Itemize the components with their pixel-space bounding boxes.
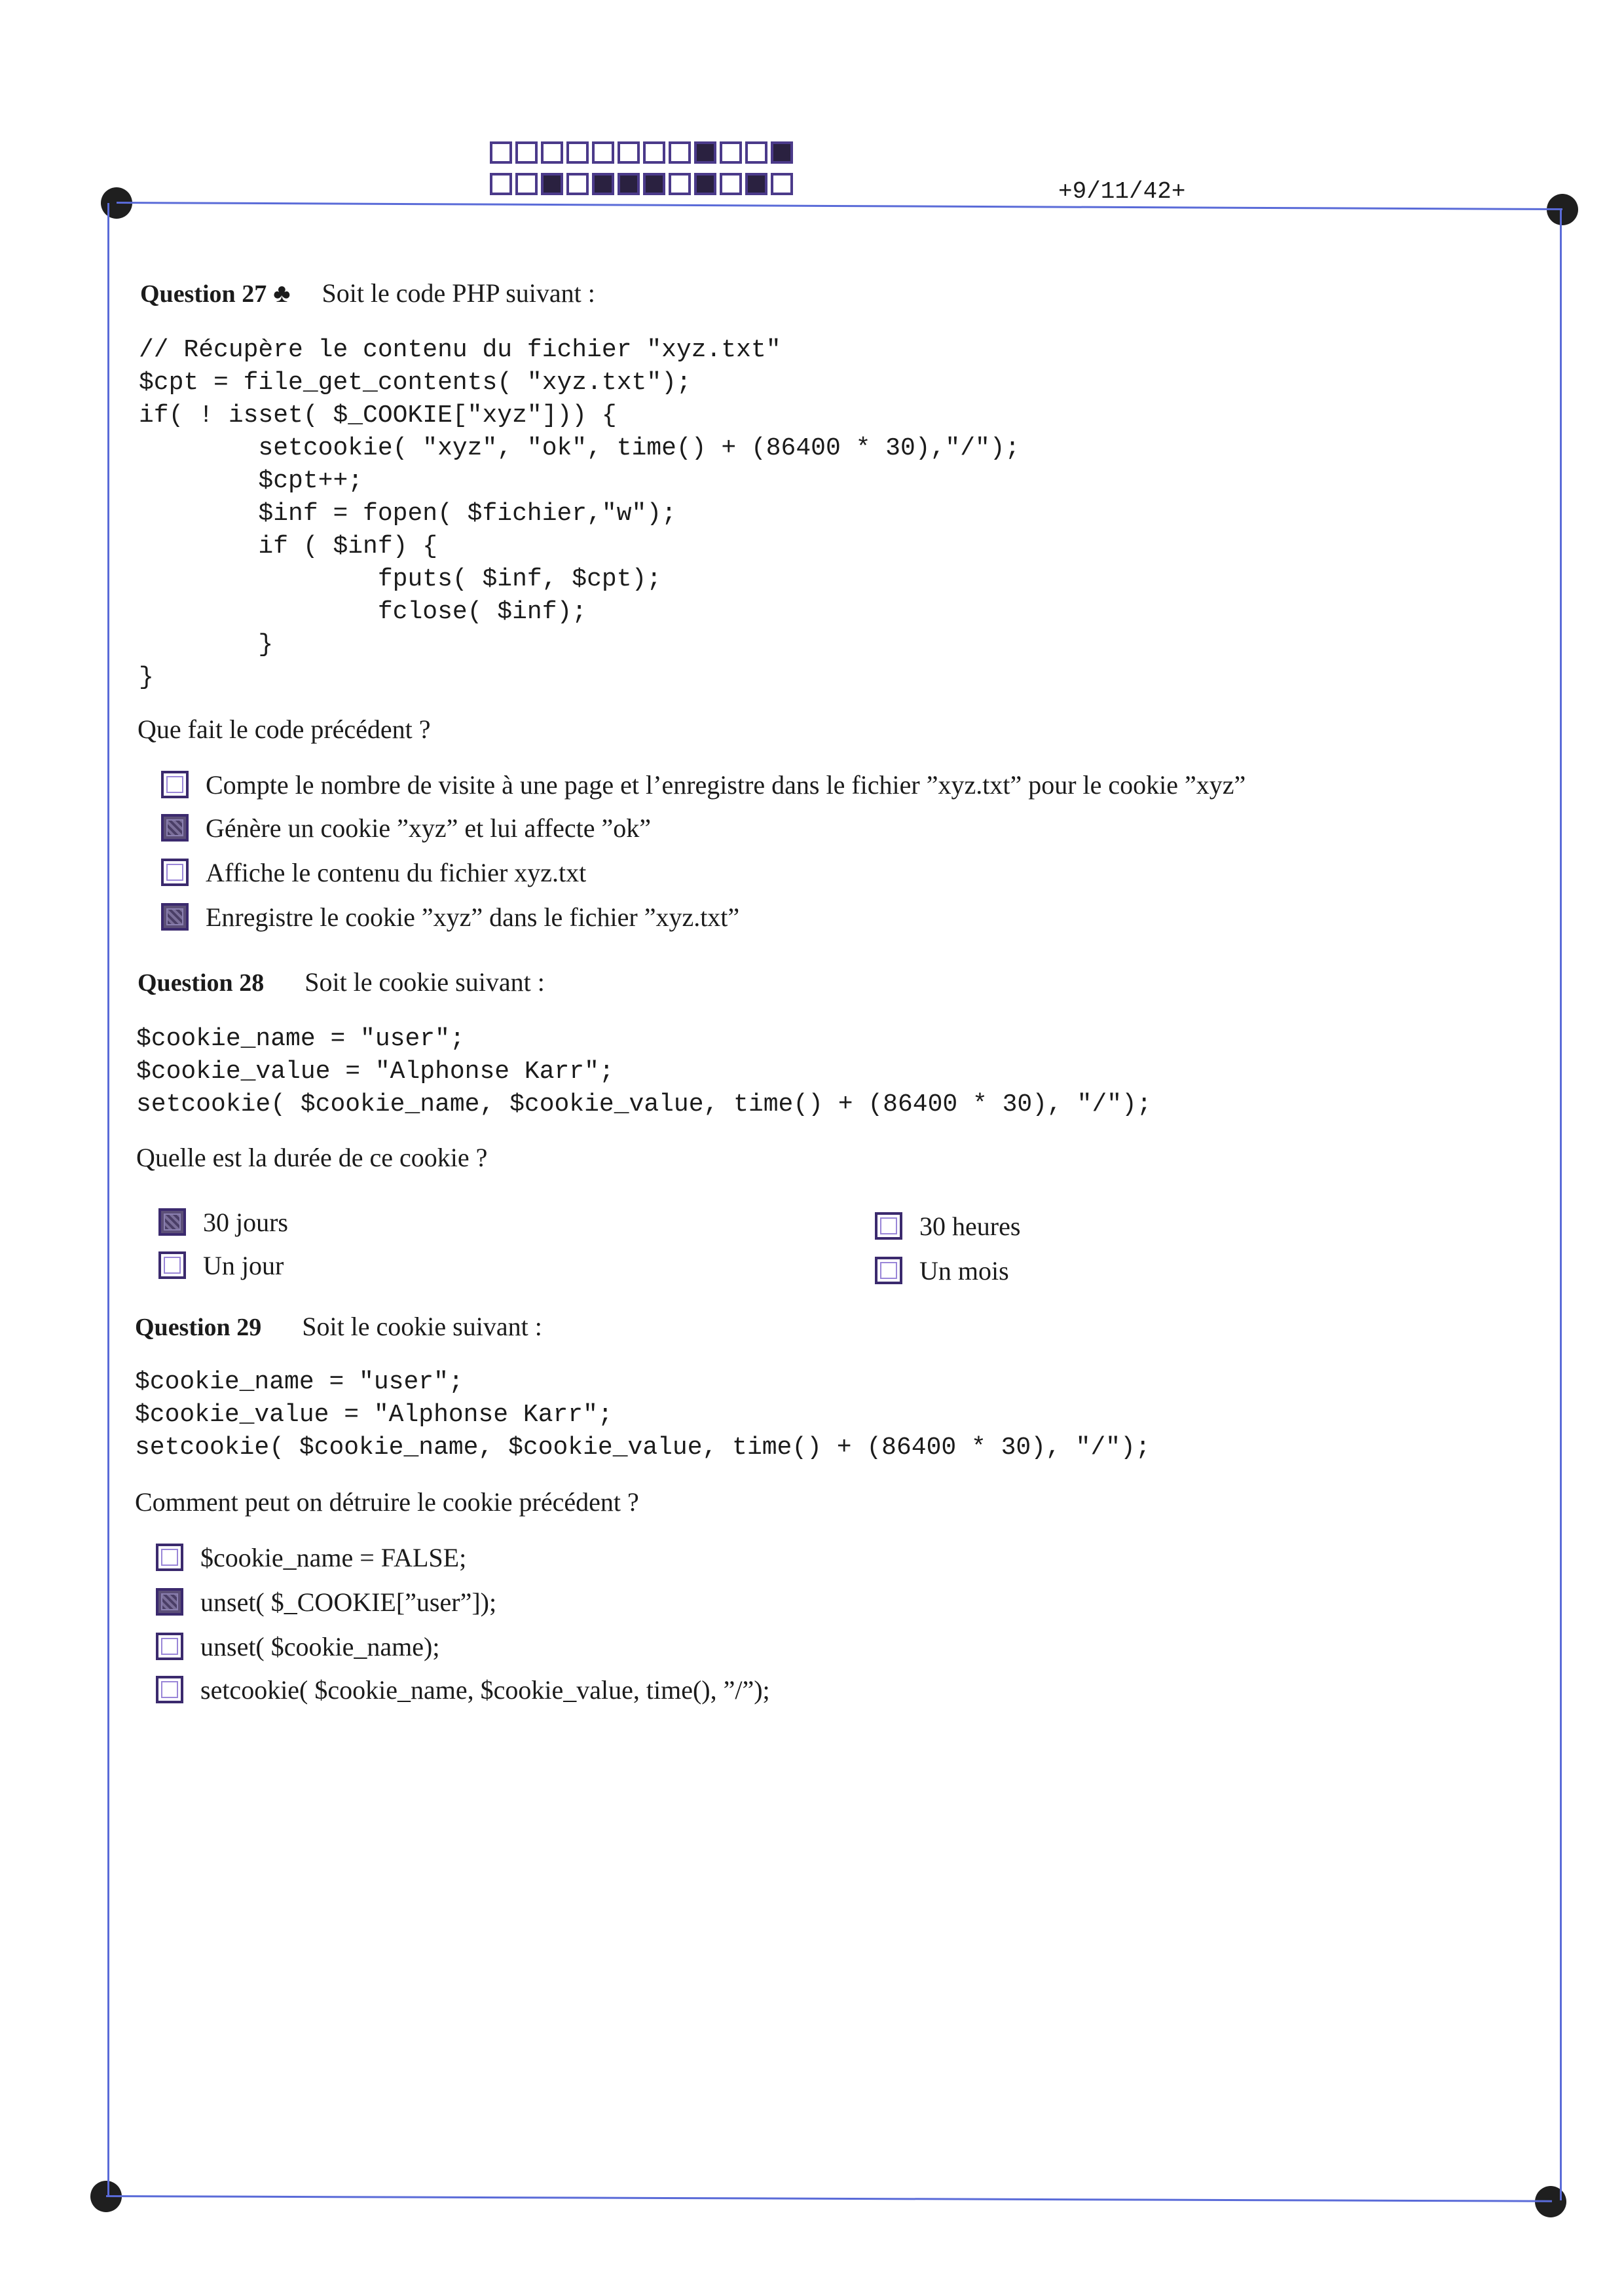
code-box [643, 141, 665, 164]
code-box [566, 141, 589, 164]
question-28-intro: Soit le cookie suivant : [304, 967, 545, 997]
question-28-header [138, 967, 545, 997]
q29-answer-1[interactable] [156, 1539, 466, 1576]
q27-answer-2-checkbox[interactable] [161, 814, 189, 842]
q28-answer-1-label: 30 jours [203, 1207, 288, 1237]
q28-answer-2[interactable] [158, 1247, 284, 1284]
question-28-prompt: Quelle est la durée de ce cookie ? [136, 1143, 488, 1172]
q27-answer-4[interactable] [161, 898, 739, 935]
q27-answer-3-label: Affiche le contenu du fichier xyz.txt [206, 857, 587, 887]
code-box [515, 173, 538, 195]
frame-left-line [107, 203, 109, 2196]
frame-right-line [1560, 210, 1562, 2200]
code-box [541, 141, 563, 164]
question-29-code: $cookie_name = "user"; $cookie_value = "Alphonse Karr"; setcookie( $cookie_name, $cookie_value, time() + (86400 * 30), "/"); [135, 1368, 1151, 1462]
code-box [566, 173, 589, 195]
q27-answer-1-checkbox[interactable] [161, 771, 189, 798]
q28-answer-4-label: Un mois [919, 1255, 1009, 1286]
page-code: +9/11/42+ [1058, 178, 1186, 205]
code-box [745, 141, 767, 164]
q29-answer-4-label: setcookie( $cookie_name, $cookie_value, time(), ”/”); [200, 1675, 770, 1705]
question-29-title: Question 29 [135, 1314, 262, 1341]
code-boxes-row-2 [490, 173, 796, 195]
question-27-code: // Récupère le contenu du fichier "xyz.txt" $cpt = file_get_contents( "xyz.txt"); if( ! isset( $_COOKIE["xyz"])) { setcookie( "xyz", "ok", time() + (86400 * 30),"/"); $cpt++; $inf = fopen( $fichier,"w"); if ( $inf) { fputs( $inf, $cpt); fclose( $inf); } } [139, 336, 1020, 692]
q28-answer-3-label: 30 heures [919, 1211, 1021, 1241]
question-29-intro: Soit le cookie suivant : [302, 1312, 542, 1341]
question-27-title: Question 27 [140, 280, 267, 308]
code-box [669, 141, 691, 164]
code-box [515, 141, 538, 164]
question-29-header [135, 1311, 542, 1342]
q28-answer-2-checkbox[interactable] [158, 1251, 186, 1279]
q28-answer-2-label: Un jour [203, 1250, 284, 1280]
club-icon: ♣ [273, 278, 291, 308]
code-box [771, 141, 793, 164]
code-boxes-row-1 [490, 141, 796, 164]
q28-answer-4[interactable] [875, 1252, 1009, 1289]
question-27-intro: Soit le code PHP suivant : [322, 278, 595, 308]
code-box [771, 173, 793, 195]
q27-answer-2-label: Génère un cookie ”xyz” et lui affecte ”ok” [206, 813, 651, 843]
q29-answer-1-checkbox[interactable] [156, 1544, 183, 1571]
q29-answer-1-label: $cookie_name = FALSE; [200, 1542, 467, 1572]
code-box [592, 173, 614, 195]
q29-answer-2-label: unset( $_COOKIE[”user”]); [200, 1587, 497, 1617]
code-box [490, 173, 512, 195]
question-29-prompt: Comment peut on détruire le cookie précédent ? [135, 1487, 639, 1517]
q29-answer-2[interactable] [156, 1583, 496, 1620]
q29-answer-3-checkbox[interactable] [156, 1633, 183, 1660]
code-box [694, 173, 716, 195]
question-28-code: $cookie_name = "user"; $cookie_value = "Alphonse Karr"; setcookie( $cookie_name, $cookie_value, time() + (86400 * 30), "/"); [136, 1025, 1152, 1119]
code-box [592, 141, 614, 164]
question-28-title: Question 28 [138, 969, 265, 997]
question-27-prompt: Que fait le code précédent ? [138, 714, 431, 744]
frame-bottom-line [106, 2195, 1552, 2202]
q27-answer-3[interactable] [161, 854, 586, 891]
code-box [720, 141, 742, 164]
code-box [669, 173, 691, 195]
q29-answer-4-checkbox[interactable] [156, 1676, 183, 1703]
code-box [745, 173, 767, 195]
code-box [490, 141, 512, 164]
code-box [618, 141, 640, 164]
code-box [694, 141, 716, 164]
code-box [643, 173, 665, 195]
code-box [541, 173, 563, 195]
q27-answer-1-label: Compte le nombre de visite à une page et l’enregistre dans le fichier ”xyz.txt” pour le cookie ”xyz” [206, 769, 1246, 800]
q27-answer-1[interactable] [161, 766, 1246, 803]
question-27-header [140, 278, 595, 308]
q29-answer-2-checkbox[interactable] [156, 1588, 183, 1616]
q27-answer-3-checkbox[interactable] [161, 859, 189, 886]
q29-answer-3-label: unset( $cookie_name); [200, 1631, 440, 1661]
frame-top-line [117, 202, 1562, 210]
q28-answer-4-checkbox[interactable] [875, 1257, 902, 1284]
q27-answer-4-label: Enregistre le cookie ”xyz” dans le fichier ”xyz.txt” [206, 902, 740, 932]
q28-answer-3-checkbox[interactable] [875, 1212, 902, 1240]
q28-answer-1-checkbox[interactable] [158, 1208, 186, 1236]
q28-answer-3[interactable] [875, 1208, 1020, 1244]
q29-answer-4[interactable] [156, 1671, 770, 1708]
q27-answer-4-checkbox[interactable] [161, 903, 189, 931]
code-box [618, 173, 640, 195]
q28-answer-1[interactable] [158, 1204, 288, 1240]
q27-answer-2[interactable] [161, 809, 651, 846]
code-box [720, 173, 742, 195]
q29-answer-3[interactable] [156, 1628, 439, 1665]
